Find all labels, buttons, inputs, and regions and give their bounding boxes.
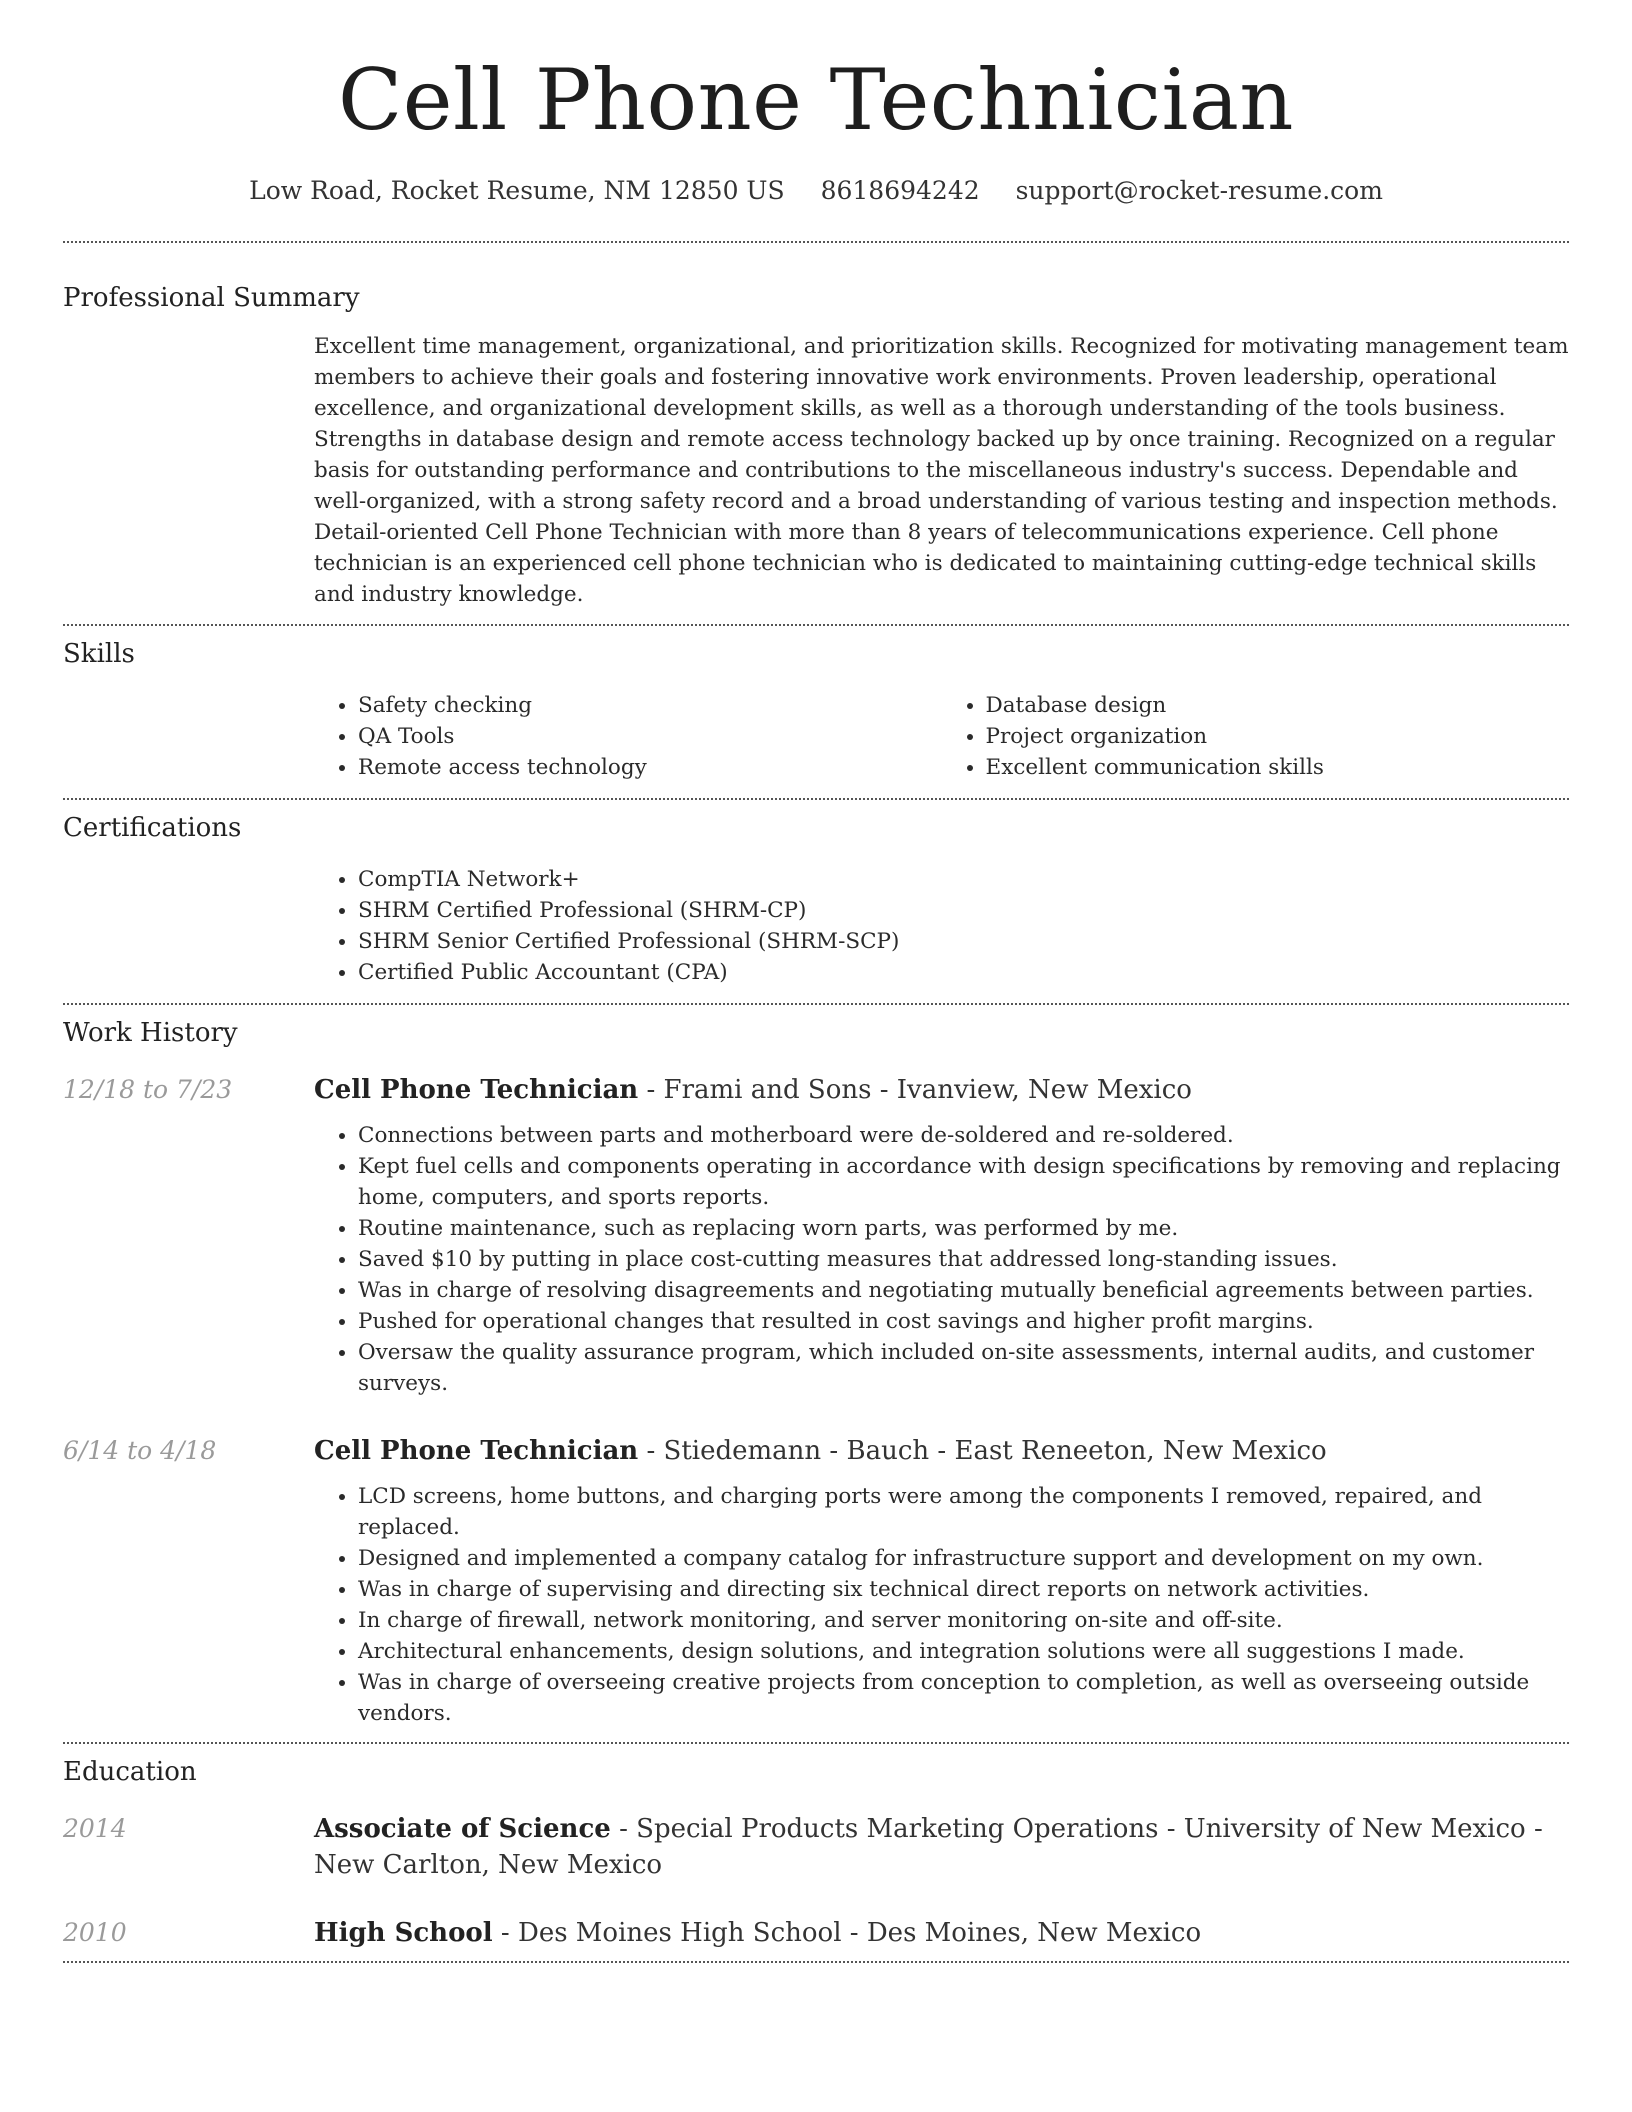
skill-item: • Project organization bbox=[986, 721, 1570, 752]
section-title-work-history: Work History bbox=[63, 1018, 238, 1048]
work-history-section bbox=[0, 1005, 1632, 1742]
education-year: 2014 bbox=[63, 1814, 127, 1843]
certifications-list bbox=[314, 864, 1569, 988]
divider bbox=[63, 1961, 1569, 1963]
certification-item: • SHRM Senior Certified Professional (SHRM-SCP) bbox=[358, 926, 1569, 957]
education-details: - Des Moines High School - Des Moines, New Mexico bbox=[492, 1918, 1202, 1948]
summary-text: Excellent time management, organizational, and prioritization skills. Recognized for motivating management team members to achieve their goals and fostering innovative work environments. Proven leadership, operational excellence, and organizational development skills, as well as a thorough understanding of the tools business. Strengths in database design and remote access technology backed up by once training. Recognized on a regular basis for outstanding performance and contributions to the miscellaneous industry's success. Dependable and well-organized, with a strong safety record and a broad understanding of various testing and inspection methods. Detail-oriented Cell Phone Technician with more than 8 years of telecommunications experience. Cell phone technician is an experienced cell phone technician who is dedicated to maintaining cutting-edge technical skills and industry knowledge. bbox=[314, 334, 1569, 607]
job-entry bbox=[63, 1072, 1569, 1399]
job-title-line bbox=[314, 1433, 1569, 1469]
job-bullet: • In charge of firewall, network monitoring, and server monitoring on-site and off-site. bbox=[358, 1605, 1569, 1636]
contact-line bbox=[0, 174, 1632, 208]
education-title-line bbox=[314, 1811, 1569, 1883]
skill-item: • Remote access technology bbox=[358, 752, 942, 783]
resume-header bbox=[0, 0, 1632, 208]
section-title-certifications: Certifications bbox=[63, 813, 242, 843]
education-entry bbox=[63, 1915, 1569, 1951]
candidate-name: Cell Phone Technician bbox=[337, 51, 1295, 149]
job-bullet: • Was in charge of overseeing creative projects from conception to completion, as well as overseeing outside vendors. bbox=[358, 1667, 1569, 1729]
job-dates: 6/14 to 4/18 bbox=[63, 1436, 217, 1465]
education-entry bbox=[63, 1811, 1569, 1883]
contact-email[interactable]: support@rocket-resume.com bbox=[1015, 176, 1383, 205]
job-dates: 12/18 to 7/23 bbox=[63, 1075, 233, 1104]
education-degree: High School bbox=[314, 1918, 493, 1948]
job-bullet: • Designed and implemented a company catalog for infrastructure support and development on my own. bbox=[358, 1543, 1569, 1574]
education-details: - Special Products Marketing Operations - University of New Mexico - New Carlton, New Mexico bbox=[314, 1814, 1543, 1880]
job-bullet: • LCD screens, home buttons, and charging ports were among the components I removed, repaired, and replaced. bbox=[358, 1481, 1569, 1543]
skill-item: • QA Tools bbox=[358, 721, 942, 752]
job-bullet: • Architectural enhancements, design solutions, and integration solutions were all suggestions I made. bbox=[358, 1636, 1569, 1667]
certification-item: • CompTIA Network+ bbox=[358, 864, 1569, 895]
contact-address: Low Road, Rocket Resume, NM 12850 US bbox=[249, 176, 785, 205]
job-bullet: • Connections between parts and motherboard were de-soldered and re-soldered. bbox=[358, 1120, 1569, 1151]
skills-list-right bbox=[942, 690, 1570, 783]
job-role: Cell Phone Technician bbox=[314, 1436, 639, 1466]
section-title-summary: Professional Summary bbox=[63, 283, 360, 313]
section-title-education: Education bbox=[63, 1757, 197, 1787]
job-role: Cell Phone Technician bbox=[314, 1075, 639, 1105]
job-bullet: • Kept fuel cells and components operating in accordance with design specifications by removing and replacing home, computers, and sports reports. bbox=[358, 1151, 1569, 1213]
education-section bbox=[0, 1744, 1632, 1961]
job-bullet: • Pushed for operational changes that resulted in cost savings and higher profit margins. bbox=[358, 1306, 1569, 1337]
summary-section bbox=[0, 243, 1632, 624]
job-company-location: - Stiedemann - Bauch - East Reneeton, New Mexico bbox=[638, 1436, 1327, 1466]
skill-item: • Safety checking bbox=[358, 690, 942, 721]
job-bullet: • Saved $10 by putting in place cost-cutting measures that addressed long-standing issues. bbox=[358, 1244, 1569, 1275]
contact-phone: 8618694242 bbox=[820, 176, 980, 205]
job-company-location: - Frami and Sons - Ivanview, New Mexico bbox=[638, 1075, 1192, 1105]
job-title-line bbox=[314, 1072, 1569, 1108]
certification-item: • Certified Public Accountant (CPA) bbox=[358, 957, 1569, 988]
certifications-section bbox=[0, 800, 1632, 1003]
job-bullet: • Was in charge of supervising and directing six technical direct reports on network activities. bbox=[358, 1574, 1569, 1605]
job-bullet: • Was in charge of resolving disagreements and negotiating mutually beneficial agreements between parties. bbox=[358, 1275, 1569, 1306]
job-bullets bbox=[314, 1120, 1569, 1399]
skills-section bbox=[0, 626, 1632, 798]
job-bullets bbox=[314, 1481, 1569, 1729]
section-title-skills: Skills bbox=[63, 639, 135, 669]
certification-item: • SHRM Certified Professional (SHRM-CP) bbox=[358, 895, 1569, 926]
education-title-line bbox=[314, 1915, 1569, 1951]
job-bullet: • Routine maintenance, such as replacing worn parts, was performed by me. bbox=[358, 1213, 1569, 1244]
job-bullet: • Oversaw the quality assurance program, which included on-site assessments, internal audits, and customer surveys. bbox=[358, 1337, 1569, 1399]
skills-list-left bbox=[314, 690, 942, 783]
education-year: 2010 bbox=[63, 1918, 127, 1947]
skill-item: • Excellent communication skills bbox=[986, 752, 1570, 783]
job-entry bbox=[63, 1433, 1569, 1729]
education-degree: Associate of Science bbox=[314, 1814, 611, 1844]
skill-item: • Database design bbox=[986, 690, 1570, 721]
